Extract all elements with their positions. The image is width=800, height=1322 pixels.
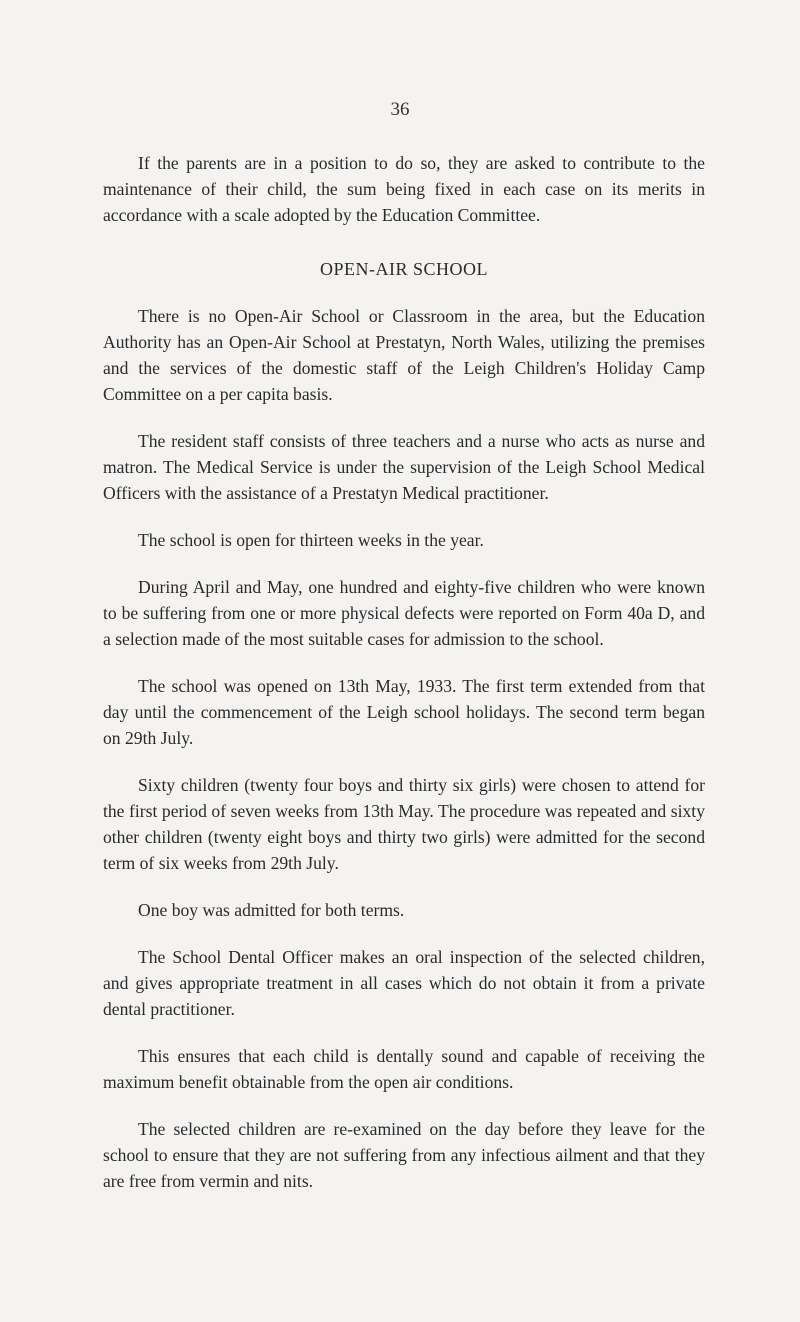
paragraph-parent-contribution: If the parents are in a position to do so, they are asked to contribute to the maintenance of their child, the sum being fixed in each case on its merits in accordance with a scale adopted by the Education Committee. <box>103 153 705 225</box>
section-heading: OPEN-AIR SCHOOL <box>319 259 488 279</box>
page-content <box>103 150 705 1194</box>
paragraph-selection: During April and May, one hundred and eighty-five children who were known to be suffering from one or more physical defects were reported on Form 40a D, and a selection made of the most suitable cases for admission to the school. <box>103 577 705 649</box>
paragraph-children-chosen: Sixty children (twenty four boys and thirty six girls) were chosen to attend for the first period of seven weeks from 13th May. The procedure was repeated and sixty other children (twenty eight boys and thirty two girls) were admitted for the second term of six weeks from 29th July. <box>103 775 705 873</box>
page-number: 36 <box>390 99 410 120</box>
paragraph-re-examination: The selected children are re-examined on the day before they leave for the school to ensure that they are not suffering from any infectious ailment and that they are free from vermin and nits. <box>103 1119 705 1191</box>
paragraph-dental-inspection: The School Dental Officer makes an oral inspection of the selected children, and gives appropriate treatment in all cases which do not obtain it from a private dental practitioner. <box>103 947 705 1019</box>
paragraph-dentally-sound: This ensures that each child is dentally sound and capable of receiving the maximum benefit obtainable from the open air conditions. <box>103 1046 705 1092</box>
paragraph-school-weeks: The school is open for thirteen weeks in the year. <box>138 530 484 550</box>
paragraph-resident-staff: The resident staff consists of three teachers and a nurse who acts as nurse and matron. The Medical Service is under the supervision of the Leigh School Medical Officers with the assistance of a Prestatyn Medical practitioner. <box>103 431 705 503</box>
paragraph-one-boy: One boy was admitted for both terms. <box>138 900 405 920</box>
paragraph-no-open-air-school: There is no Open-Air School or Classroom in the area, but the Education Authority has an Open-Air School at Prestatyn, North Wales, utilizing the premises and the services of the domestic staff of the Leigh Children's Holiday Camp Committee on a per capita basis. <box>103 306 705 404</box>
paragraph-school-terms: The school was opened on 13th May, 1933. The first term extended from that day until the commencement of the Leigh school holidays. The second term began on 29th July. <box>103 676 705 748</box>
